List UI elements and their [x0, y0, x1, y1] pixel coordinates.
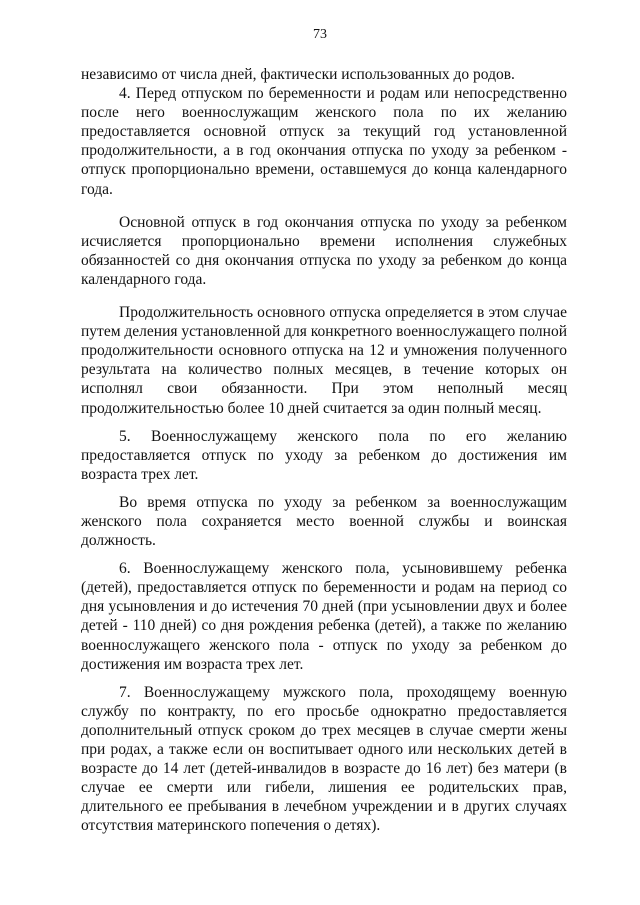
paragraph-position-retained: Во время отпуска по уходу за ребенком за военнослужащим женского пола сохраняется место военной службы и воинская должность.: [81, 493, 567, 550]
paragraph-basic-leave-calculation: Основной отпуск в год окончания отпуска по уходу за ребенком исчисляется пропорционально времени исполнения служебных обязанностей со дня окончания отпуска по уходу за ребенком до конца календарного года.: [81, 213, 567, 288]
document-body: [81, 65, 567, 835]
paragraph-item-7: 7. Военнослужащему мужского пола, проходящему военную службу по контракту, по его просьбе однократно предоставляется дополнительный отпуск сроком до трех месяцев в случае смерти жены при родах, а также если он воспитывает одного или нескольких детей в возрасте до 14 лет (детей-инвалидов в возрасте до 16 лет) без матери (в случае ее смерти или гибели, лишения ее родительских прав, длительного ее пребывания в лечебном учреждении и в других случаях отсутствия материнского попечения о детях).: [81, 683, 567, 835]
page-number: 73: [313, 27, 327, 42]
paragraph-continuation: независимо от числа дней, фактически использованных до родов.: [81, 66, 515, 83]
paragraph-leave-duration: Продолжительность основного отпуска определяется в этом случае путем деления установленной для конкретного военнослужащего полной продолжительности основного отпуска на 12 и умножения полученного результата на количество полных месяцев, в течение которых он исполнял свои обязанности. При этом неполный месяц продолжительностью более 10 дней считается за один полный месяц.: [81, 304, 567, 417]
paragraph-item-6: 6. Военнослужащему женского пола, усыновившему ребенка (детей), предоставляется отпуск по беременности и родам на период со дня усыновления и до истечения 70 дней (при усыновлении двух и более детей - 110 дней) со дня рождения ребенка (детей), а также по желанию военнослужащего женского пола - отпуск по уходу за ребенком до достижения им возраста трех лет.: [81, 560, 567, 673]
paragraph-item-4: 4. Перед отпуском по беременности и родам или непосредственно после него военнослужащим женского пола по их желанию предоставляется основной отпуск за текущий год установленной продолжительности, а в год окончания отпуска по уходу за ребенком - отпуск пропорционально времени, оставшемуся до конца календарного года.: [81, 85, 567, 198]
paragraph-item-5: 5. Военнослужащему женского пола по его желанию предоставляется отпуск по уходу за ребенком до достижения им возраста трех лет.: [81, 427, 567, 483]
